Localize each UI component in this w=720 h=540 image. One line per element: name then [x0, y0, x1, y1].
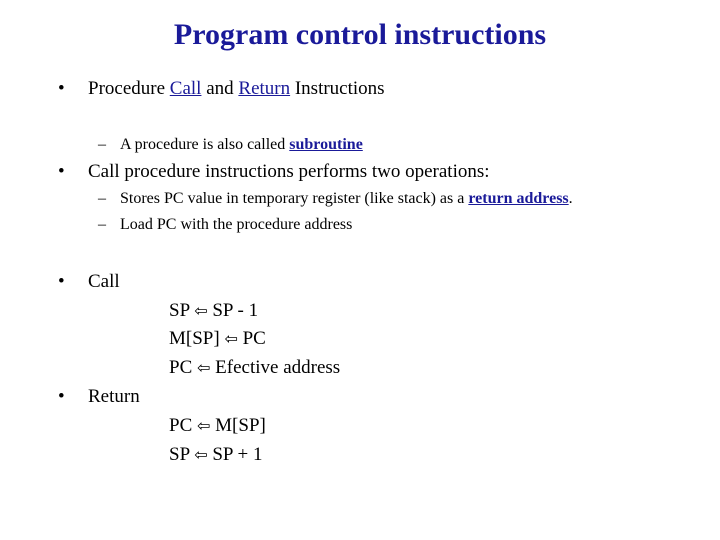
bullet-text: Return: [88, 386, 140, 407]
slide-title: Program control instructions: [173, 18, 547, 51]
text-fragment: and: [201, 78, 239, 99]
text-fragment: Stores PC value in temporary register (like stack) as a: [120, 190, 469, 207]
text-fragment: A procedure is also called: [120, 136, 290, 153]
bullet-marker: •: [58, 271, 65, 292]
return-link[interactable]: Return: [238, 78, 291, 99]
bullet-marker: •: [58, 161, 65, 182]
step-rhs: SP - 1: [212, 300, 259, 321]
sub-bullet-text: [120, 136, 363, 154]
left-arrow-icon: ⇦: [197, 416, 211, 435]
dash-marker: –: [98, 190, 106, 207]
step-lhs: PC: [169, 415, 193, 436]
bullet-text: Call procedure instructions performs two operations:: [88, 161, 490, 182]
dash-marker: –: [98, 136, 106, 153]
return-step-2: [169, 444, 263, 466]
left-arrow-icon: ⇦: [194, 301, 208, 320]
left-arrow-icon: ⇦: [194, 445, 208, 464]
bullet-text: Call: [88, 271, 120, 292]
call-step-2: [169, 328, 266, 350]
left-arrow-icon: ⇦: [224, 329, 238, 348]
step-lhs: SP: [169, 300, 190, 321]
return-step-1: [169, 415, 266, 437]
call-link[interactable]: Call: [169, 78, 202, 99]
subroutine-link[interactable]: subroutine: [289, 136, 363, 153]
step-lhs: PC: [169, 357, 193, 378]
step-lhs: SP: [169, 444, 190, 465]
call-step-1: [169, 300, 258, 322]
text-fragment: Procedure: [88, 78, 170, 99]
step-rhs: M[SP]: [215, 415, 266, 436]
bullet-marker: •: [58, 386, 65, 407]
step-rhs: Efective address: [215, 357, 341, 378]
step-lhs: M[SP]: [169, 328, 220, 349]
step-rhs: SP + 1: [212, 444, 263, 465]
bullet-marker: •: [58, 78, 65, 99]
text-fragment: Instructions: [290, 78, 385, 99]
left-arrow-icon: ⇦: [197, 358, 211, 377]
bullet-text: [88, 78, 385, 100]
dash-marker: –: [98, 216, 106, 233]
sub-bullet-text: Load PC with the procedure address: [120, 216, 353, 233]
call-step-3: [169, 357, 340, 379]
step-rhs: PC: [242, 328, 266, 349]
sub-bullet-text: [120, 190, 573, 208]
text-fragment: .: [568, 190, 573, 207]
return-address-link[interactable]: return address: [468, 190, 569, 207]
